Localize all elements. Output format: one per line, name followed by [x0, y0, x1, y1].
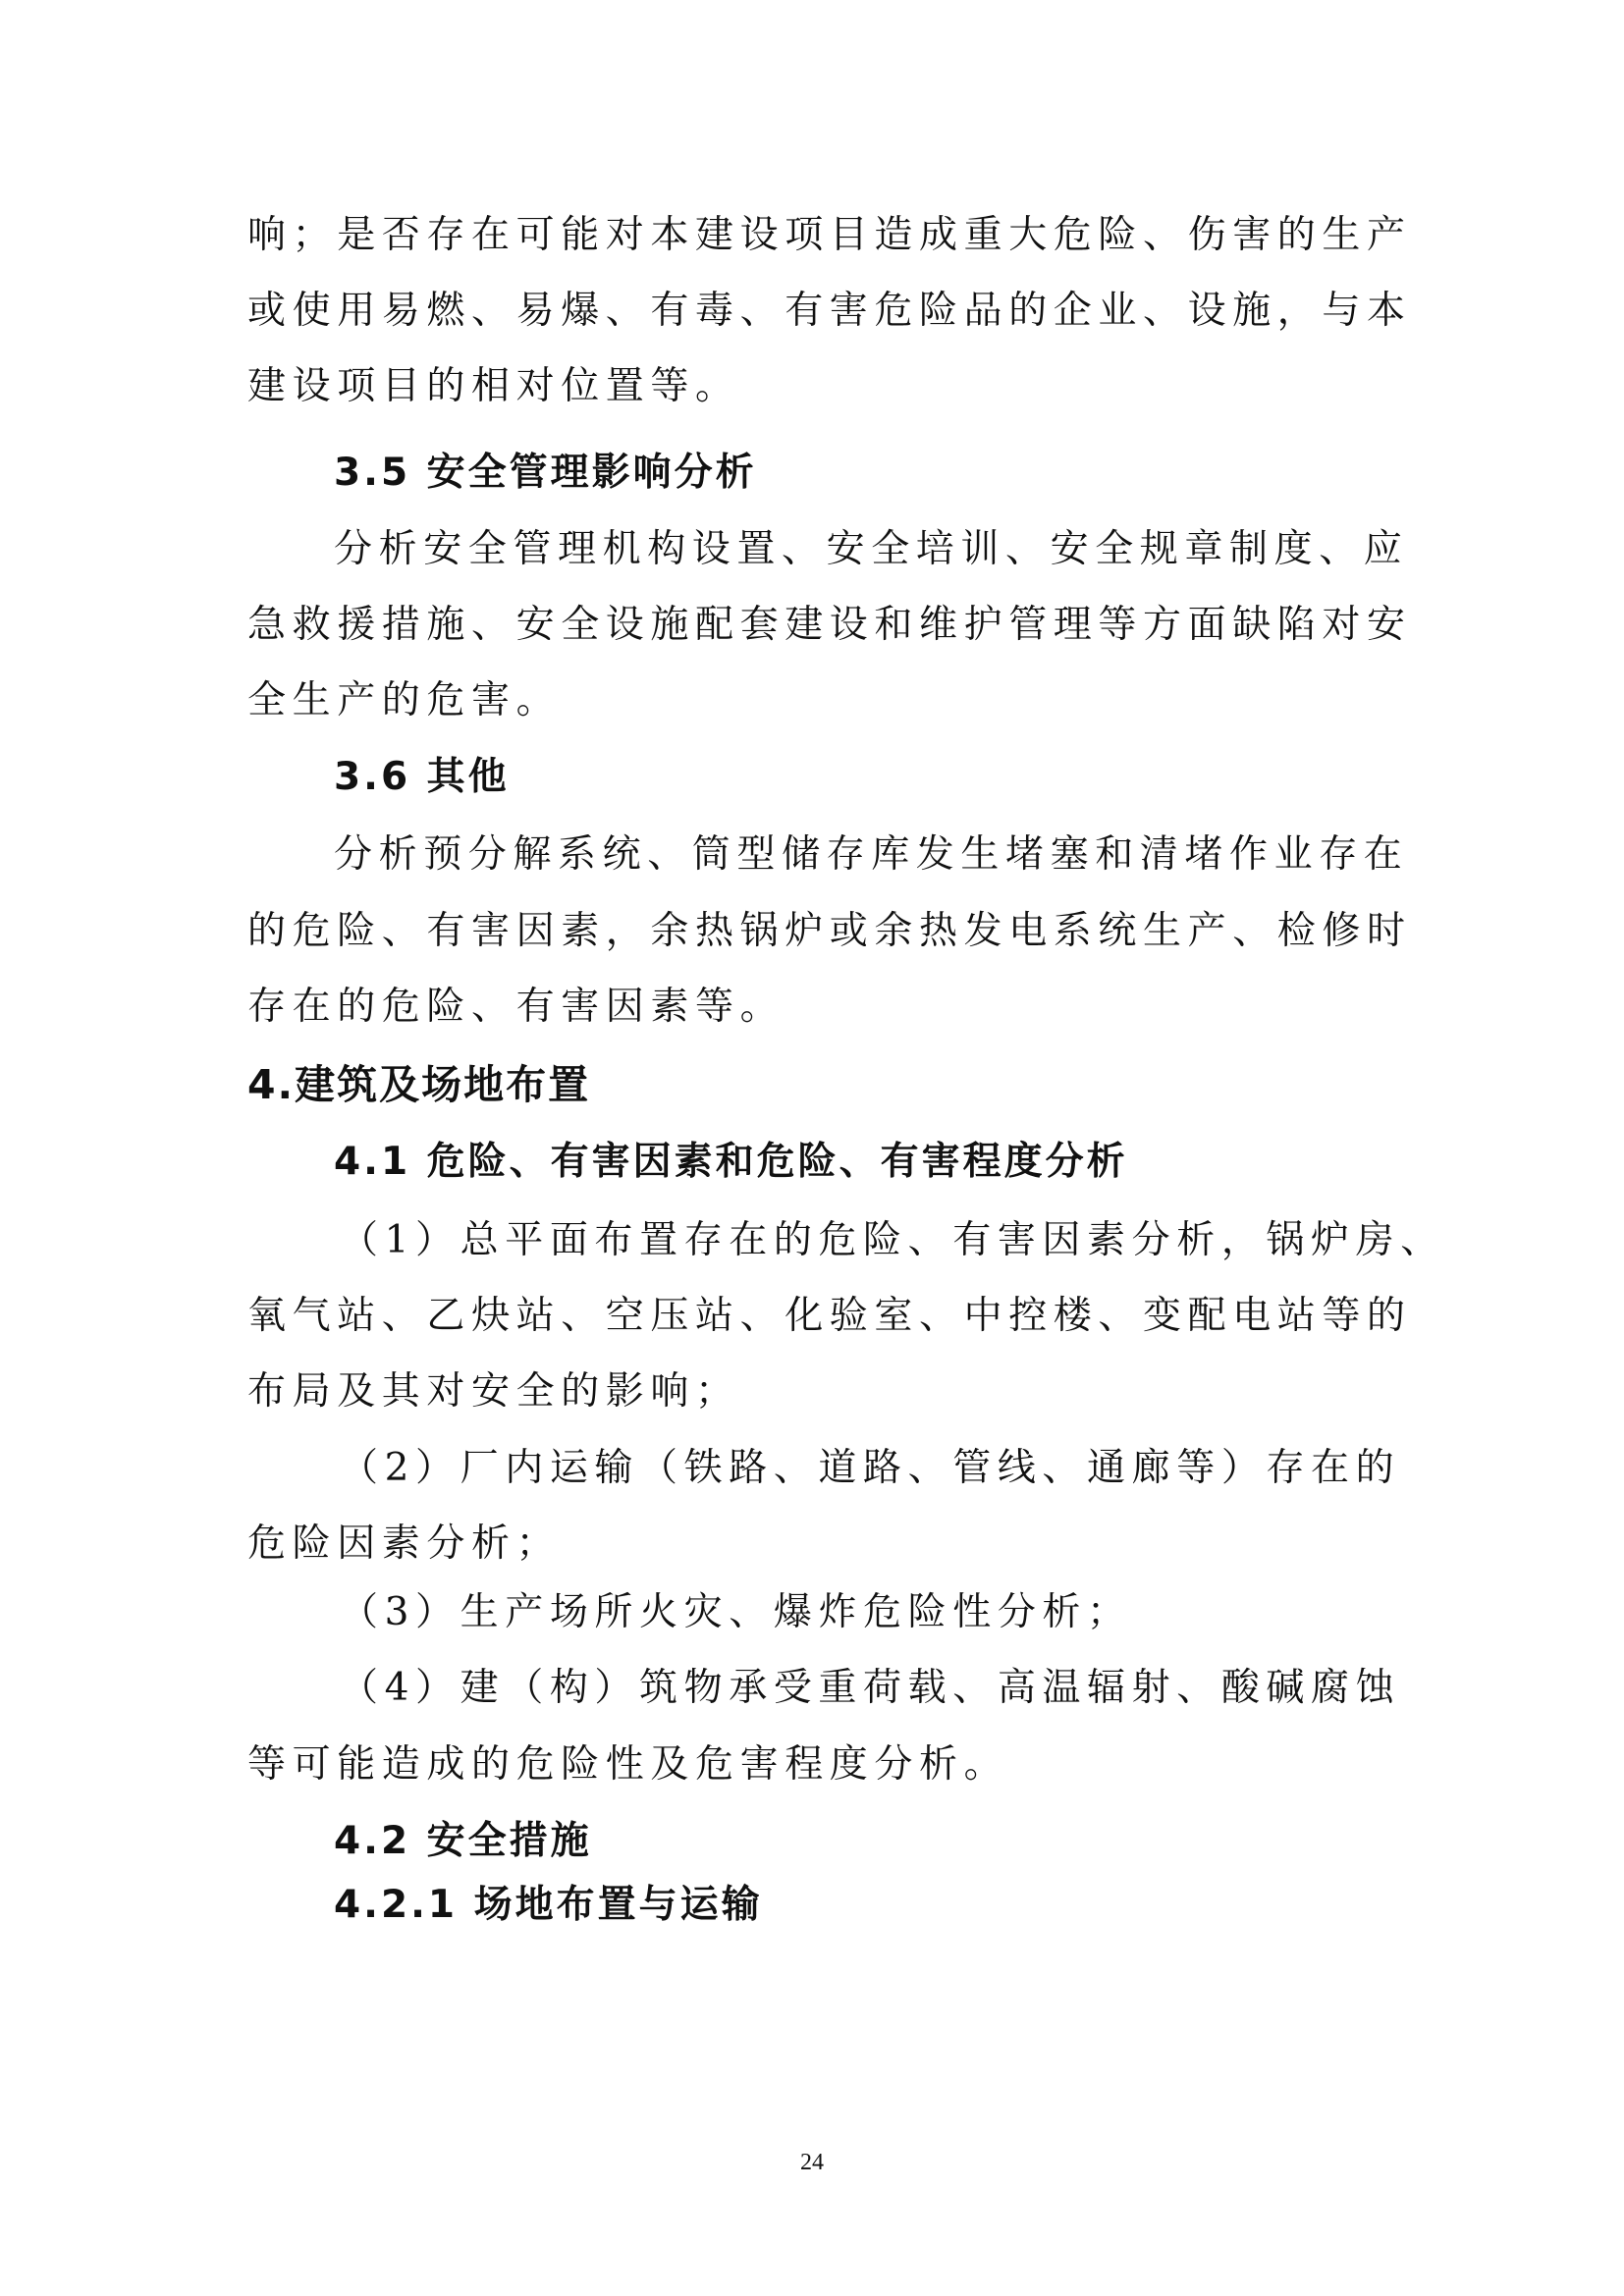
body-text-line: 分析预分解系统、筒型储存库发生堵塞和清堵作业存在 — [334, 832, 1409, 877]
section-heading-3-6: 3.6 其他 — [334, 755, 510, 799]
body-text-line: 等可能造成的危险性及危害程度分析。 — [247, 1742, 1009, 1787]
body-text-line: 分析安全管理机构设置、安全培训、安全规章制度、应 — [334, 527, 1409, 571]
body-text-line: 存在的危险、有害因素等。 — [247, 985, 785, 1029]
list-item-line: （1）总平面布置存在的危险、有害因素分析，锅炉房、 — [340, 1218, 1445, 1262]
body-text-line: 布局及其对安全的影响； — [247, 1369, 740, 1414]
body-text-line: 的危险、有害因素，余热锅炉或余热发电系统生产、检修时 — [247, 909, 1412, 953]
section-heading-4: 4.建筑及场地布置 — [247, 1061, 591, 1108]
section-heading-4-2: 4.2 安全措施 — [334, 1819, 592, 1863]
body-text-line: 急救援措施、安全设施配套建设和维护管理等方面缺陷对安 — [247, 603, 1412, 647]
section-heading-3-5: 3.5 安全管理影响分析 — [334, 451, 757, 495]
list-item-line: （3）生产场所火灾、爆炸危险性分析； — [340, 1590, 1132, 1634]
section-heading-4-1: 4.1 危险、有害因素和危险、有害程度分析 — [334, 1140, 1128, 1184]
page-number: 24 — [800, 2150, 824, 2175]
section-heading-4-2-1: 4.2.1 场地布置与运输 — [334, 1883, 763, 1927]
body-text-line: 氧气站、乙炔站、空压站、化验室、中控楼、变配电站等的 — [247, 1294, 1412, 1338]
body-text-line: 建设项目的相对位置等。 — [247, 364, 740, 408]
body-text-line: 或使用易燃、易爆、有毒、有害危险品的企业、设施，与本 — [247, 289, 1412, 333]
body-text-line: 全生产的危害。 — [247, 678, 562, 722]
body-text-line: 危险因素分析； — [247, 1522, 562, 1566]
list-item-line: （4）建（构）筑物承受重荷载、高温辐射、酸碱腐蚀 — [340, 1666, 1401, 1710]
list-item-line: （2）厂内运输（铁路、道路、管线、通廊等）存在的 — [340, 1446, 1401, 1490]
body-text-line: 响；是否存在可能对本建设项目造成重大危险、伤害的生产 — [247, 213, 1412, 257]
